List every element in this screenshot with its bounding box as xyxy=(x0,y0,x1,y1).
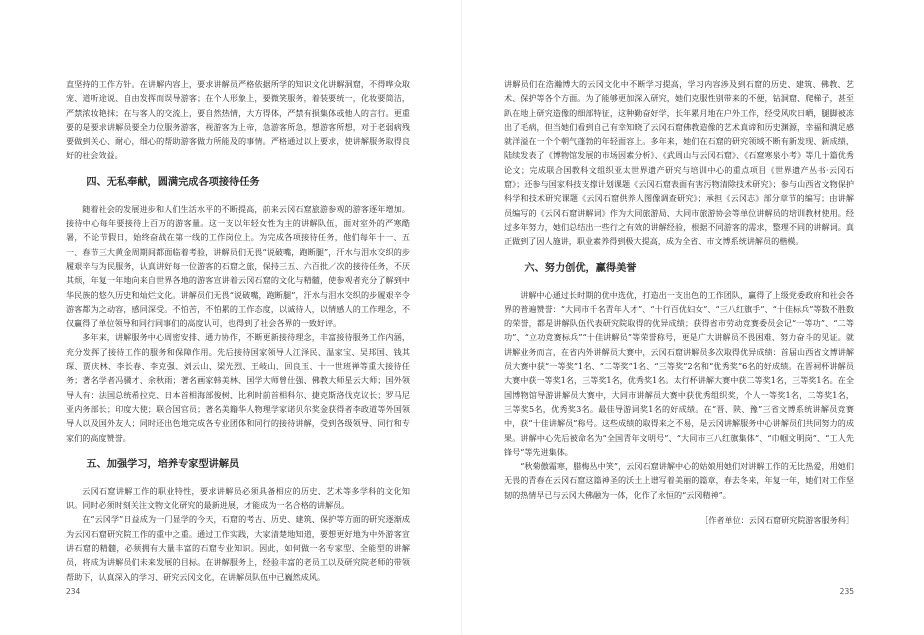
paragraph: 讲解中心通过长时期的优中选优，打造出一支出色的工作团队，赢得了上级党委政府和社会各界的普遍赞誉：“大同市千名青年人才”、“十行百优妇女”、“三八红旗手”、“十佳标兵”等数不胜数的荣誉，都是讲解队伍代表研究院取得的优异成绩；获得省市劳动竞赛委员会记“一等功”、“二等功”、“立功竞赛标兵”“十佳讲解员”等荣誉称号，更是广大讲解员不畏困难、努力奋斗的见证。就讲解业务而言，在省内外讲解员大赛中，云冈石窟讲解员多次取得优异成绩：首届山西省文博讲解员大赛中获“一等奖”1名、“二等奖”1名、“三等奖”2名和“优秀奖”6名的好成绩。在晋祠杯讲解员大赛中获一等奖1名，三等奖1名，优秀奖1名。太行杯讲解大赛中获二等奖1名，三等奖1名。在全国博物馆导游讲解员大赛中，大同市讲解员大赛中获优秀组织奖，个人一等奖1名，二等奖1名，三等奖5名，优秀奖3名。最佳导游词奖1名的好成绩。在“晋、陕、豫”三省文博系统讲解员竞赛中，获“十佳讲解员”称号。这些成绩的取得来之不易，是云冈讲解服务中心讲解员们共同努力的成果。讲解中心先后被命名为“全国青年文明号”、“大同市三八红旗集体”、“巾帼文明岗”、“工人先锋号”等先进集体。 xyxy=(504,289,854,457)
section-heading-5: 五、加强学习，培养专家型讲解员 xyxy=(86,458,240,470)
paragraph: 直坚持的工作方针。在讲解内容上，要求讲解员严格依据所学的知识文化讲解洞窟，不得哗众取宠、道听途说、自由发挥而误导游客；在个人形象上，要微笑服务，着装要统一，化妆要简洁，严禁浓妆艳抹；在与客人的交流上，要自然热情，大方得体，严禁有损集体或他人的言行。更重要的是要求讲解员要全力位服务游客，视游客为上帝，急游客所急，想游客所想，对于老弱病残要做到关心、耐心，细心的帮助游客做力所能及的事情。严格通过以上要求，使讲解服务取得良好的社会效益。 xyxy=(66,79,410,161)
paragraph: 讲解员们在浩瀚博大的云冈文化中不断学习提高，学习内容涉及到石窟的历史、建筑、佛教、艺术、保护等各个方面。为了能够更加深入研究，她们克服性别带来的不便，钻洞窟、爬梯子，甚至趴在地上研究造像的细部特征，这种勤奋好学，长年累月地在户外工作，经受风吹日晒，腿脚被冻出了毛病，但当她们看到自己有幸知晓了云冈石窟佛教造像的艺术真谛和历史渊源，幸福和满足感就洋溢在一个个朝气蓬勃的年轻面容上。多年来，她们在石窟的研究领域不断有新发现、新成绩，陆续发表了《博物馆发展的市场因素分析》、《武周山与云冈石窟》、《石窟寒泉小考》等几十篇优秀论文；完成联合国教科文组织亚太世界遗产研究与培训中心的重点项目《世界遗产丛书·云冈石窟》；还参与国家科技支撑计划课题《云冈石窟表面有害污物清除技术研究》；参与山西省文物保护科学和技术研究课题《云冈石窟供养人图像调查研究》；承担《云冈志》部分章节的编写；由讲解员编写的《云冈石窟讲解词》作为大同旅游局、大同市旅游协会等单位讲解员的培训教材使用。经过多年努力，她们总结出一些行之有效的讲解经验，根据不同游客的需求，整理不同的讲解词。真正做到了因人施讲，职业素养得到极大提高，成为全省、市文博系统讲解员的楷模。 xyxy=(504,79,854,247)
right-page xyxy=(462,0,924,635)
paragraph: 云冈石窟讲解工作的职业特性，要求讲解员必须具备相应的历史、艺术等多学科的文化知识。同时必须时刻关注文物文化研究的最新进展，才能成为一名合格的讲解员。 xyxy=(66,485,410,511)
page-number: 235 xyxy=(839,587,854,596)
paragraph: 多年来，讲解服务中心周密安排、通力协作，不断更新接待理念，丰富接待服务工作内涵，充分发挥了接待工作的服务和保障作用。先后接待国家领导人江泽民、温家宝、吴邦国、钱其琛、贾庆林、李长春、李克强、刘云山、梁光烈、王岐山、回良玉、十一世班禅等重大接待任务；著名学者冯骥才、余秋雨；著名画家韩美林、国学大师曾仕强、佛教大师星云大师；国外领导人有：法国总统希拉克、日本首相海部俊树、比利时前首相科尔、捷克斯洛伐克议长；罗马尼亚内务部长；印度大使；联合国官员；著名美籍华人物理学家诺贝尔奖金获得者李政道等外国领导人以及国外友人；同时还出色地完成各专业团体和同行的接待讲解，受到各级领导、同行和专家们的高度赞誉。 xyxy=(66,332,410,443)
paragraph: 随着社会的发展进步和人们生活水平的不断提高，前来云冈石窟旅游参观的游客逐年增加。接待中心每年要接待上百万的游客量。这一支以年轻女性为主的讲解队伍，面对室外的严寒酷暑，不论节假日，始终奋战在第一线的工作岗位上。为完成各项接待任务，他们每年十一、五一、春节三大黄金周期间都面临着考验，讲解员们无畏“说破嘴，跑断腿”，汗水与泪水交织的步履艰辛与为民服务，认真讲好每一位游客的石窟之旅，保持三五、六百批／次的接待任务，不厌其烦，年复一年地向来自世界各地的游客宣讲着云冈石窟的文化与精髓，使参观者充分了解到中华民族的悠久历史和灿烂文化。讲解员们无畏“说破嘴，跑断腿”，汗水与泪水交织的步履艰辛令游客都为之动容，感同深受。不怕苦，不怕累的工作态度，以诚待人，以情感人的工作理念，不仅赢得了单位领导和同行同事们的高度认可，也得到了社会各界的一致好评。 xyxy=(66,203,410,329)
author-affiliation: ［作者单位：云冈石窟研究院游客服务科］ xyxy=(700,515,854,526)
paragraph: 在“云冈学”日益成为一门显学的今天，石窟的考古、历史、建筑、保护等方面的研究逐渐成为云冈石窟研究院工作的重中之重。通过工作实践，大家清楚地知道，要想更好地为中外游客宣讲石窟的精髓，必须拥有大量丰富的石窟专业知识。因此，如何做一名专家型、全能型的讲解员，将成为讲解员们未来发展的目标。在讲解服务上，经验丰富的老员工以及研究院老师的带领帮助下，认真深入的学习、研究云冈文化，在讲解员队伍中已巍然成风。 xyxy=(66,514,410,582)
section-heading-6: 六、努力创优，赢得美誉 xyxy=(524,262,637,274)
paragraph: “秋菊傲霜寒，腊梅丛中笑”，云冈石窟讲解中心的姑娘用她们对讲解工作的无比热爱，用她们无畏的青春在云冈石窟这篇神圣的沃土上谱写着美丽的篇章，春去冬来，年复一年，她们对工作坚韧的热情早已与云冈大佛融为一体，化作了永恒的“云冈精神”。 xyxy=(504,461,854,500)
right-text-column xyxy=(504,77,854,527)
left-text-column xyxy=(66,77,410,584)
section-heading-4: 四、无私奉献，圆满完成各项接待任务 xyxy=(86,176,260,188)
page-number: 234 xyxy=(66,587,81,596)
